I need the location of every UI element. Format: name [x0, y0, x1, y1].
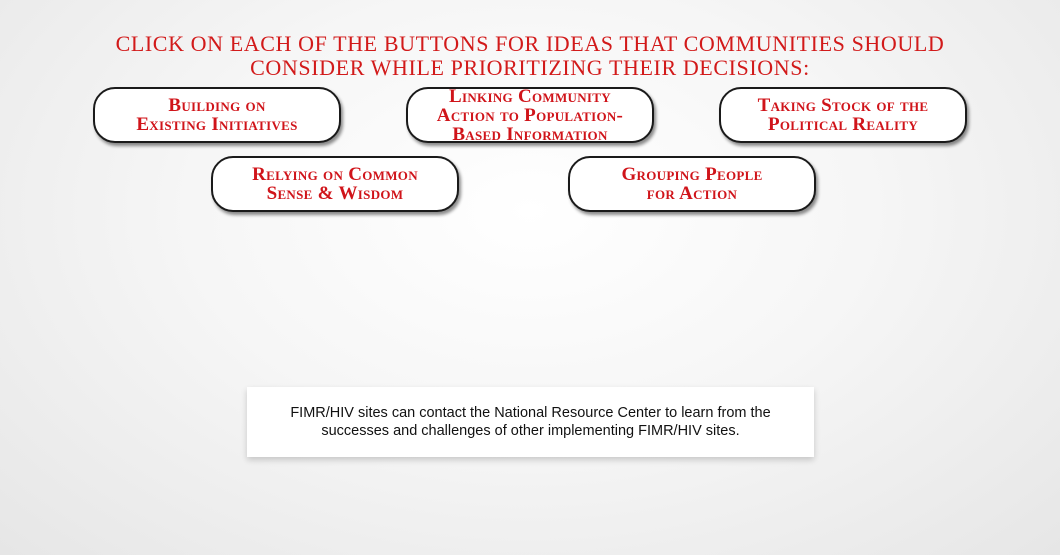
button-label-line: Linking Community	[449, 85, 611, 107]
button-label-line: Based Information	[452, 123, 608, 145]
button-label	[758, 96, 929, 134]
button-label	[621, 165, 762, 203]
button-label	[437, 87, 623, 144]
button-label	[252, 165, 418, 203]
page-heading	[0, 32, 1060, 80]
button-label	[136, 96, 297, 134]
button-label-line: Action to Population-	[436, 104, 624, 126]
button-label-line: Existing Initiatives	[136, 114, 298, 135]
taking-stock-political-reality-button[interactable]	[719, 87, 967, 143]
info-line-2: successes and challenges of other implementing FIMR/HIV sites.	[321, 423, 740, 439]
heading-line-2: CONSIDER WHILE PRIORITIZING THEIR DECISIONS:	[250, 55, 810, 80]
button-label-line: Political Reality	[767, 114, 919, 135]
button-label-line: for Action	[646, 183, 738, 204]
button-label-line: Building on	[168, 95, 266, 116]
button-label-line: Taking Stock of the	[757, 95, 929, 116]
linking-community-action-button[interactable]	[406, 87, 654, 143]
info-text	[290, 404, 770, 440]
building-on-existing-initiatives-button[interactable]	[93, 87, 341, 143]
button-label-line: Sense & Wisdom	[266, 183, 404, 204]
grouping-people-for-action-button[interactable]	[568, 156, 816, 212]
button-label-line: Relying on Common	[252, 164, 418, 185]
button-label-line: Grouping People	[621, 164, 763, 185]
heading-line-1: CLICK ON EACH OF THE BUTTONS FOR IDEAS THAT COMMUNITIES SHOULD	[115, 31, 945, 56]
resource-center-info-box	[247, 387, 814, 457]
relying-on-common-sense-button[interactable]	[211, 156, 459, 212]
info-line-1: FIMR/HIV sites can contact the National Resource Center to learn from the	[290, 405, 771, 421]
